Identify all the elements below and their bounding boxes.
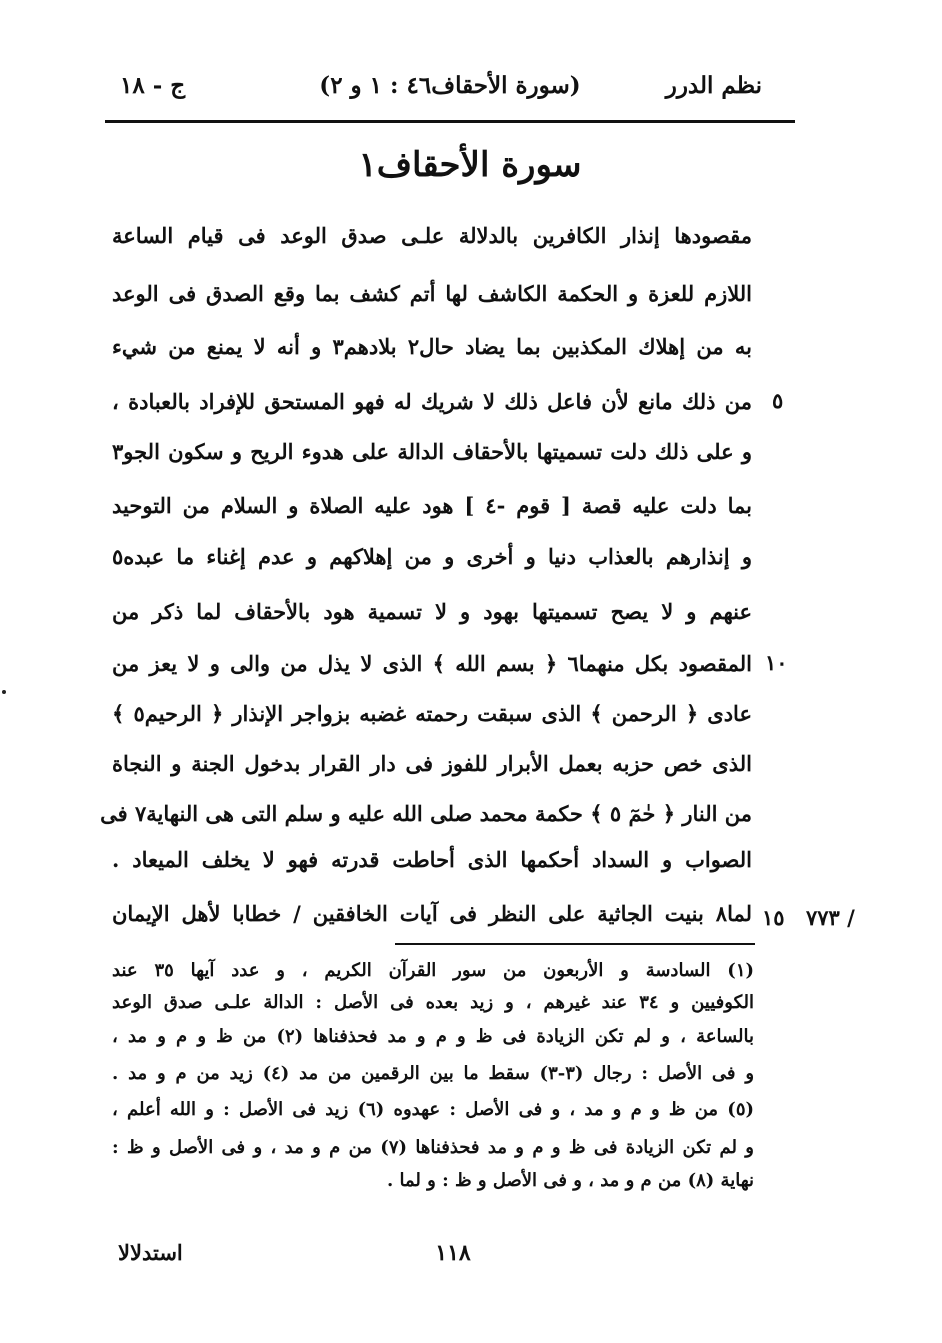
footnote-line: (١) السادسة و الأربعون من سور القرآن الكريم ، و عدد آيها ٣٥ عند [112,960,755,981]
footnote-line: (٥) من ظ و م و مد ، و فى الأصل : عهدوه (٦) زيد فى الأصل : و الله أعلم ، [112,1099,755,1120]
header-volume: ج - ١٨ [120,72,186,99]
body-line: اللازم للعزة و الحكمة الكاشف لها أتم كشف بما وقع الصدق فى الوعد [112,281,752,306]
page-number: ١١٨ [435,1240,471,1266]
body-line: بما دلت عليه قصة [ قوم -٤ ] هود عليه الصلاة و السلام من التوحيد [112,493,753,518]
body-line: الصواب و السداد أحكمها الذى أحاطت قدرته فهو لا يخلف الميعاد . [112,847,752,872]
body-line: مقصودها إنذار الكافرين بالدلالة علـى صدق الوعد فى قيام الساعة [112,223,752,248]
body-line: المقصود بكل منهما٦ ﴿ بسم الله ﴾ الذى لا يذل من والى و لا يعز من [112,651,752,676]
surah-title: سورة الأحقاف١ [358,145,582,185]
margin-speck [2,690,6,694]
body-line: من ذلك مانع لأن فاعل ذلك لا شريك له فهو المستحق للإفراد بالعبادة ، [112,389,752,414]
body-line: من النار ﴿ حٰمٓ ٥ ﴾ حكمة محمد صلى الله عليه و سلم التى هى النهاية٧ فى [100,801,752,826]
header-surah-reference: (سورة الأحقاف٤٦ : ١ و ٢) [319,72,581,99]
body-line: عادى ﴿ الرحمن ﴾ الذى سبقت رحمته غضبه بزواجر الإنذار ﴿ الرحيم٥ ﴾ [112,701,752,726]
line-number-15: ١٥ [762,905,785,930]
body-line: الذى خص حزبه بعمل الأبرار للفوز فى دار القرار بدخول الجنة و النجاة [112,751,752,776]
footnote-line: و لم تكن الزيادة فى ظ و م و مد فحذفناها (٧) من م و مد ، و فى الأصل و ظ : [112,1137,754,1158]
folio-marker: ٧٧٣ / [806,905,855,930]
footnote-line: و فى الأصل : رجال (٣-٣) سقط ما بين الرقمين من مد (٤) زيد من م و مد . [112,1063,755,1084]
body-line: لما٨ بنيت الجاثية على النظر فى آيات الخافقين / خطابا لأهل الإيمان [112,901,752,926]
body-line: و على ذلك دلت تسميتها بالأحقاف الدالة على هدوء الريح و سكون الجو٣ [112,439,752,464]
header-book-title: نظم الدرر [665,72,762,99]
footnote-line: الكوفيين و ٣٤ عند غيرهم ، و زيد بعده فى الأصل : الدالة علـى صدق الوعد [112,992,754,1013]
catchword: استدلالا [118,1240,183,1265]
header-rule [105,120,795,123]
footnote-line: نهاية (٨) من م و مد ، و فى الأصل و ظ : و لما . [386,1170,754,1191]
footnote-line: بالساعة ، و لم تكن الزيادة فى ظ و م و مد فحذفناها (٢) من ظ و م و مد ، [112,1026,754,1047]
body-line: به من إهلاك المكذبين بما يضاد حال٢ بلادهم٣ و أنه لا يمنع من شيء [112,334,752,359]
body-line: عنهم و لا يصح تسميتها بهود و لا تسمية هود بالأحقاف لما ذكر من [112,599,752,624]
line-number-10: ١٠ [765,650,788,675]
body-line: و إنذارهم بالعذاب دنيا و أخرى و من إهلاكهم و عدم إغناء ما عبده٥ [112,544,752,569]
footnote-rule [395,943,755,945]
line-number-5: ٥ [772,388,784,413]
